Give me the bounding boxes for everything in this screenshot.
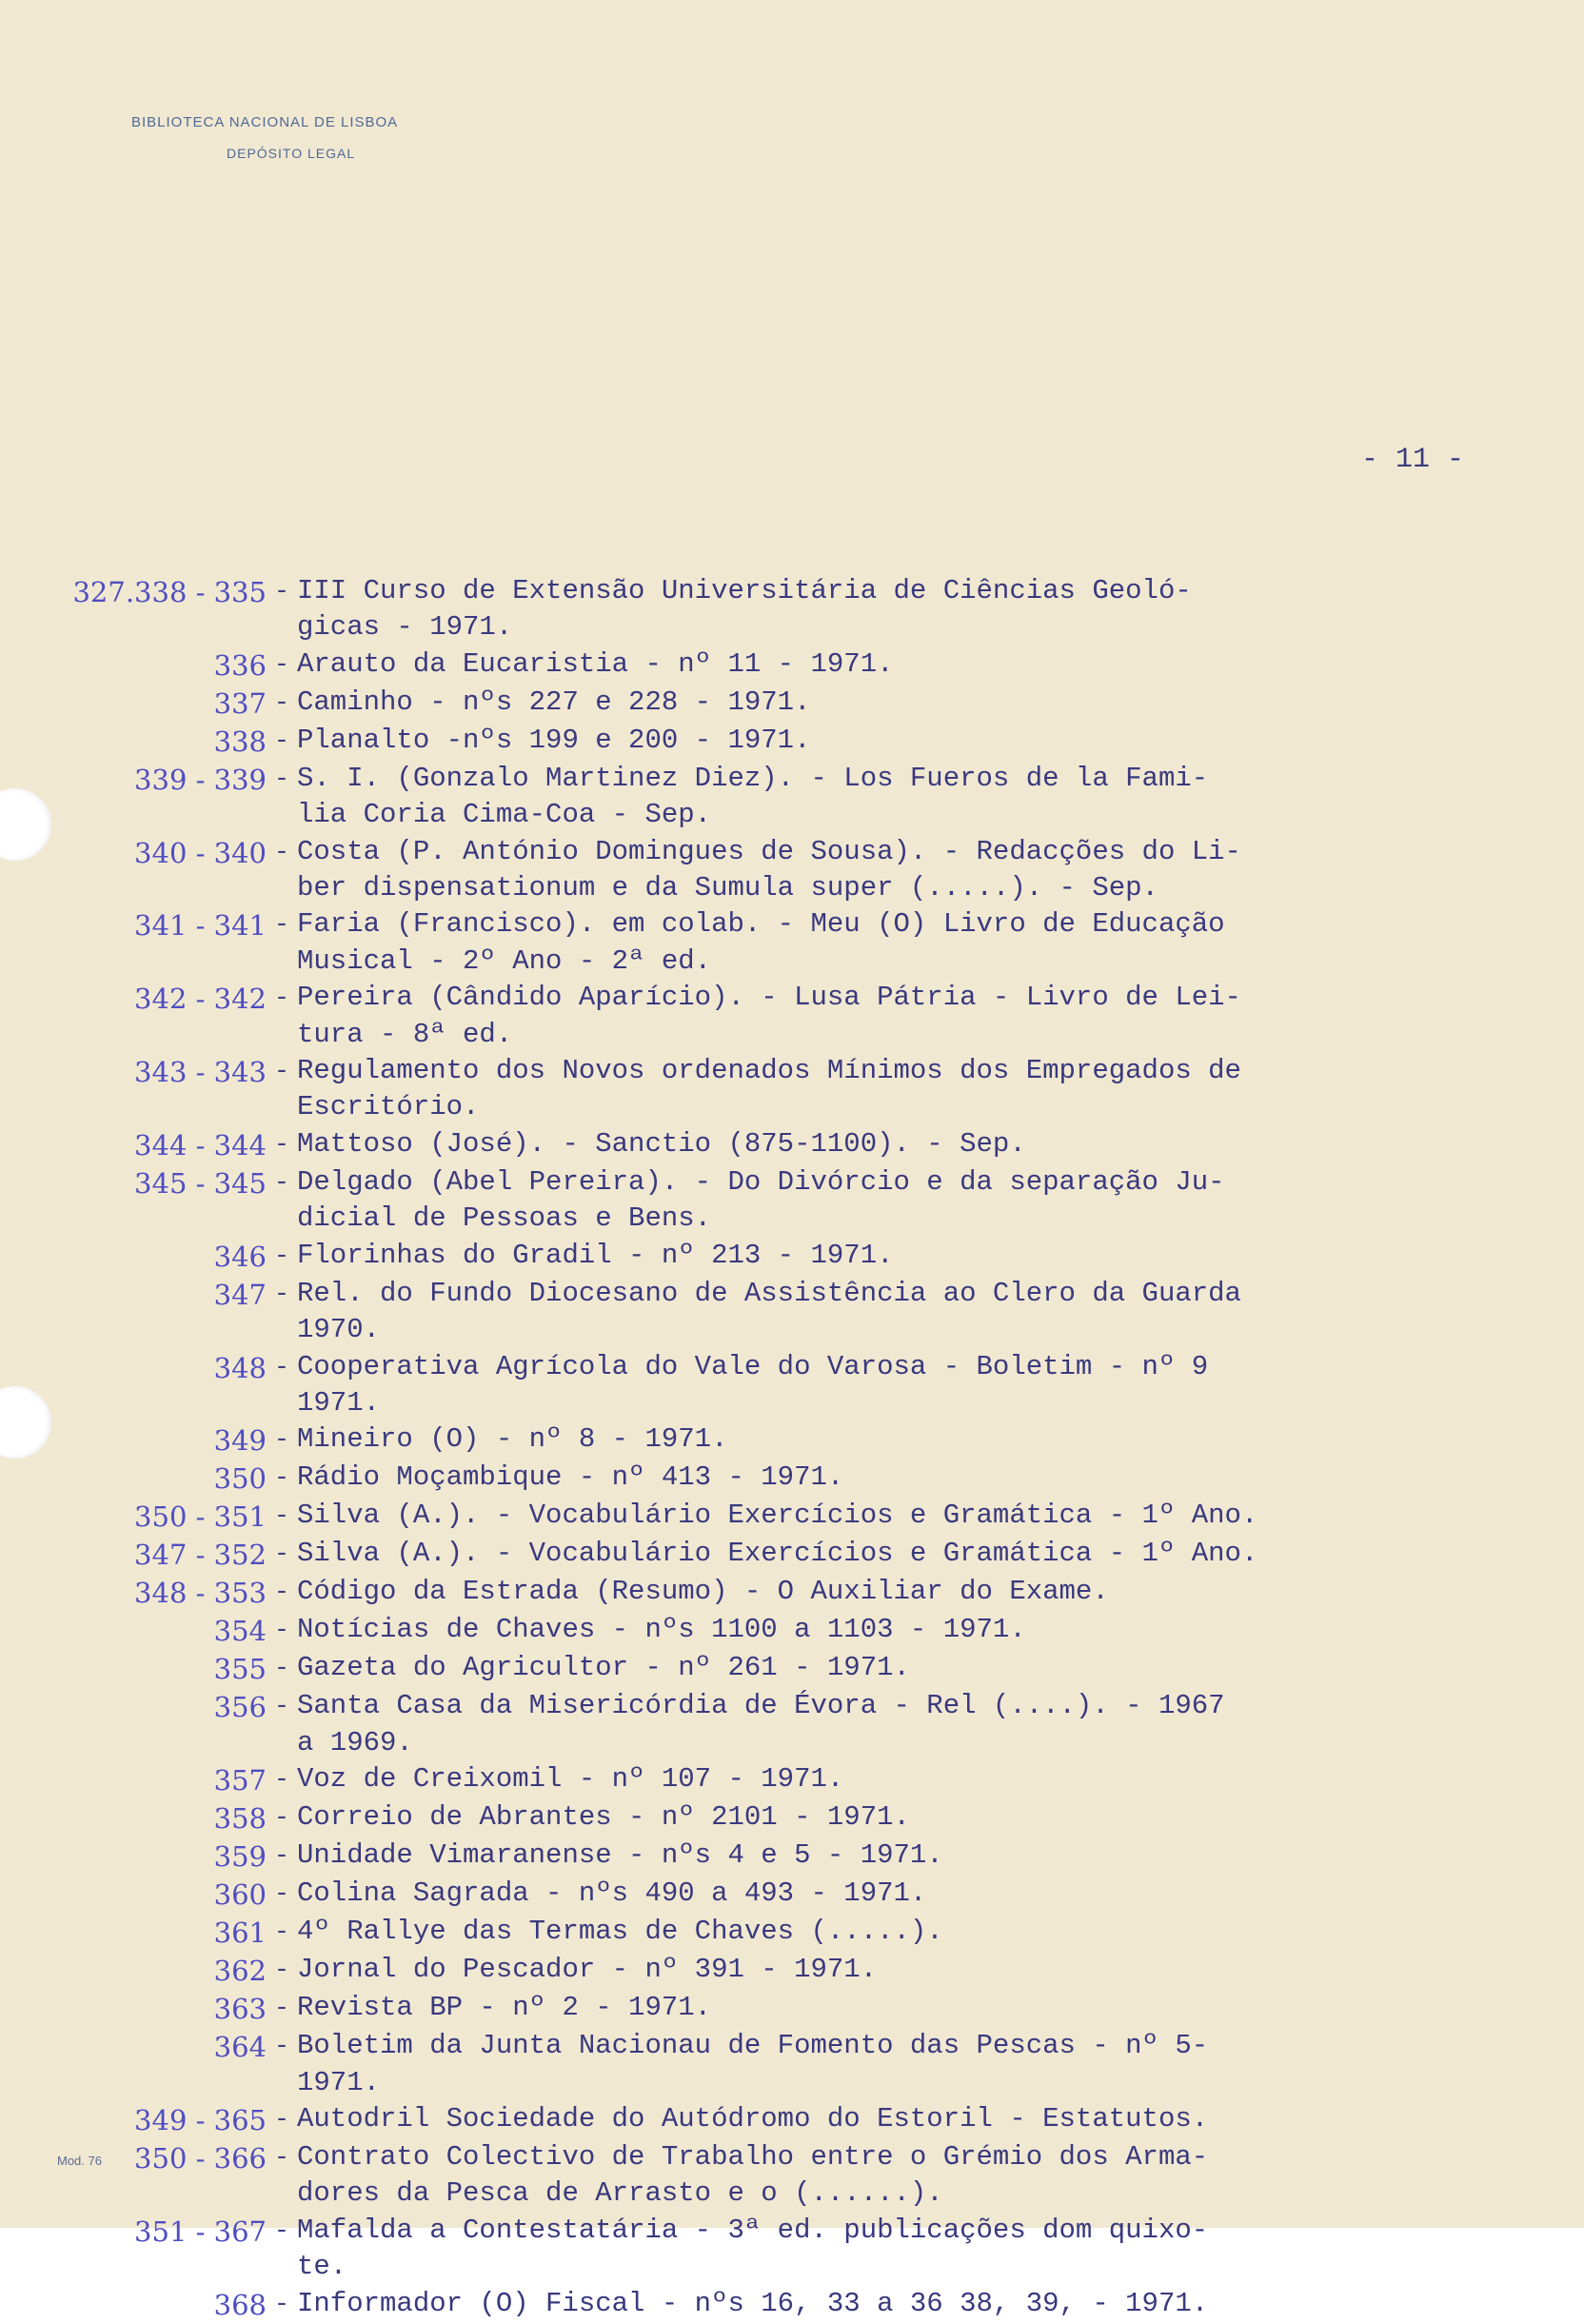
entry-title: Rel. do Fundo Diocesano de Assistência ao Clero da Guarda 1970. — [297, 1277, 1241, 1346]
separator-dash: - — [273, 1842, 290, 1872]
separator-dash: - — [273, 726, 290, 756]
entry-number: 359 — [213, 1840, 267, 1874]
list-item — [0, 980, 1584, 1053]
separator-dash: - — [273, 1464, 290, 1494]
separator-dash: - — [273, 688, 290, 718]
separator-dash: - — [273, 1168, 290, 1198]
separator-dash: - — [273, 1617, 290, 1646]
entry-number: 355 — [213, 1653, 267, 1686]
list-item — [0, 761, 1584, 834]
list-item — [0, 723, 1584, 761]
library-name: BIBLIOTECA NACIONAL DE LISBOA — [131, 114, 399, 130]
entry-title: III Curso de Extensão Universitária de Ciências Geoló- gicas - 1971. — [297, 575, 1192, 644]
entry-title: 4º Rallye das Termas de Chaves (.....). — [297, 1916, 943, 1948]
list-item — [0, 1952, 1584, 1990]
form-code: Mod. 76 — [57, 2154, 102, 2168]
list-item — [0, 1536, 1584, 1574]
entry-title: Informador (O) Fiscal - nºs 16, 33 a 36 38, 39, - 1971. — [297, 2287, 1209, 2319]
separator-dash: - — [273, 1918, 290, 1948]
entry-title: Contrato Colectivo de Trabalho entre o Grémio dos Arma- dores da Pesca de Arrasto e o (......). — [297, 2140, 1209, 2210]
entry-list — [0, 573, 1584, 2324]
entry-number: 327.338 - 335 — [72, 576, 267, 608]
entry-title: Gazeta do Agricultor - nº 261 - 1971. — [297, 1652, 910, 1684]
list-item — [0, 1460, 1584, 1498]
entry-number: 358 — [213, 1802, 267, 1836]
entry-title: Regulamento dos Novos ordenados Mínimos dos Empregados de Escritório. — [297, 1055, 1241, 1123]
entry-title: Boletim da Junta Nacionau de Fomento das Pescas - nº 5- 1971. — [297, 2030, 1209, 2098]
entry-number: 350 — [213, 1462, 267, 1496]
entry-number: 354 — [213, 1615, 267, 1648]
list-item — [0, 834, 1584, 907]
entry-title: Código da Estrada (Resumo) - O Auxiliar do Exame. — [297, 1576, 1109, 1608]
list-item — [0, 906, 1584, 980]
list-item — [0, 685, 1584, 723]
entry-title: Silva (A.). - Vocabulário Exercícios e Gramática - 1º Ano. — [297, 1538, 1258, 1570]
entry-number: 348 - 353 — [134, 1577, 267, 1610]
separator-dash: - — [273, 1058, 290, 1087]
entry-number: 347 - 352 — [134, 1539, 267, 1572]
entry-title: Planalto -nºs 199 e 200 - 1971. — [297, 724, 811, 756]
list-item — [0, 1164, 1584, 1238]
list-item — [0, 1276, 1584, 1349]
list-item — [0, 1238, 1584, 1276]
entry-title: Autodril Sociedade do Autódromo do Estoril - Estatutos. — [297, 2102, 1209, 2135]
separator-dash: - — [273, 1766, 290, 1796]
list-item — [0, 2286, 1584, 2324]
entry-number: 342 - 342 — [134, 983, 267, 1016]
list-item — [0, 1421, 1584, 1460]
separator-dash: - — [273, 1693, 290, 1722]
entry-title: Faria (Francisco). em colab. - Meu (O) Livro de Educação Musical - 2º Ano - 2ª ed. — [297, 908, 1225, 977]
list-item — [0, 1876, 1584, 1914]
page-number: - 11 - — [1361, 444, 1465, 476]
separator-dash: - — [273, 1540, 290, 1570]
entry-number: 350 - 366 — [134, 2141, 267, 2175]
department-name: DEPÓSITO LEGAL — [227, 146, 356, 161]
entry-number: 337 — [213, 686, 267, 720]
entry-number: 338 — [213, 725, 267, 758]
entry-title: Pereira (Cândido Aparício). - Lusa Pátria - Livro de Lei- tura - 8ª ed. — [297, 982, 1241, 1050]
entry-title: Jornal do Pescador - nº 391 - 1971. — [297, 1954, 878, 1986]
separator-dash: - — [273, 1280, 290, 1309]
list-item — [0, 2213, 1584, 2286]
entry-title: Santa Casa da Misericórdia de Évora - Rel (....). - 1967 a 1969. — [297, 1690, 1225, 1758]
separator-dash: - — [273, 2216, 290, 2246]
separator-dash: - — [273, 2033, 290, 2062]
list-item — [0, 1650, 1584, 1688]
entry-number: 340 - 340 — [134, 836, 267, 869]
separator-dash: - — [273, 578, 290, 606]
separator-dash: - — [273, 984, 290, 1014]
entry-number: 346 — [213, 1240, 267, 1273]
separator-dash: - — [273, 1241, 290, 1271]
entry-title: Caminho - nºs 227 e 228 - 1971. — [297, 685, 811, 718]
list-item — [0, 2028, 1584, 2101]
list-item — [0, 2101, 1584, 2139]
entry-number: 349 - 365 — [134, 2103, 267, 2136]
entry-title: Rádio Moçambique - nº 413 - 1971. — [297, 1461, 844, 1494]
separator-dash: - — [273, 911, 290, 941]
entry-title: Arauto da Eucaristia - nº 11 - 1971. — [297, 647, 894, 680]
separator-dash: - — [273, 1880, 290, 1910]
separator-dash: - — [273, 2105, 290, 2135]
entry-title: Voz de Creixomil - nº 107 - 1971. — [297, 1763, 844, 1796]
entry-number: 360 — [213, 1878, 267, 1912]
entry-number: 363 — [213, 1993, 267, 2026]
separator-dash: - — [273, 2290, 290, 2319]
separator-dash: - — [273, 1995, 290, 2024]
entry-number: 347 — [213, 1278, 267, 1311]
separator-dash: - — [273, 1130, 290, 1160]
entry-number: 368 — [213, 2288, 267, 2321]
separator-dash: - — [273, 650, 290, 680]
entry-number: 343 - 343 — [134, 1056, 267, 1089]
entry-number: 336 — [213, 648, 267, 682]
entry-number: 341 - 341 — [134, 909, 267, 943]
entry-number: 345 - 345 — [134, 1166, 267, 1200]
list-item — [0, 1990, 1584, 2028]
separator-dash: - — [273, 1426, 290, 1456]
library-stamp — [131, 114, 398, 161]
list-item — [0, 1837, 1584, 1876]
list-item — [0, 1053, 1584, 1126]
list-item — [0, 1349, 1584, 1422]
list-item — [0, 2139, 1584, 2213]
entry-number: 357 — [213, 1764, 267, 1798]
entry-number: 351 - 367 — [134, 2215, 267, 2248]
entry-title: Notícias de Chaves - nºs 1100 a 1103 - 1971. — [297, 1614, 1026, 1646]
entry-title: Colina Sagrada - nºs 490 a 493 - 1971. — [297, 1877, 927, 1910]
separator-dash: - — [273, 1579, 290, 1608]
separator-dash: - — [273, 1502, 290, 1532]
list-item — [0, 1914, 1584, 1952]
entry-title: Mineiro (O) - nº 8 - 1971. — [297, 1423, 728, 1456]
list-item — [0, 1612, 1584, 1650]
list-item — [0, 1126, 1584, 1164]
entry-title: Mafalda a Contestatária - 3ª ed. publicações dom quixo- te. — [297, 2214, 1209, 2283]
entry-number: 348 — [213, 1351, 267, 1384]
entry-title: Correio de Abrantes - nº 2101 - 1971. — [297, 1801, 910, 1834]
entry-title: Revista BP - nº 2 - 1971. — [297, 1992, 712, 2024]
list-item — [0, 646, 1584, 685]
list-item — [0, 1799, 1584, 1837]
entry-title: S. I. (Gonzalo Martinez Diez). - Los Fueros de la Fami- lia Coria Cima-Coa - Sep. — [297, 762, 1209, 831]
entry-number: 339 - 339 — [134, 763, 267, 796]
entry-title: Silva (A.). - Vocabulário Exercícios e Gramática - 1º Ano. — [297, 1500, 1258, 1532]
entry-title: Delgado (Abel Pereira). - Do Divórcio e da separação Ju- dicial de Pessoas e Bens. — [297, 1165, 1225, 1235]
separator-dash: - — [273, 765, 290, 794]
entry-title: Mattoso (José). - Sanctio (875-1100). - Sep. — [297, 1127, 1026, 1160]
entry-number: 361 — [213, 1917, 267, 1950]
entry-number: 349 — [213, 1424, 267, 1458]
separator-dash: - — [273, 1957, 290, 1986]
list-item — [0, 573, 1584, 646]
entry-title: Cooperativa Agrícola do Vale do Varosa - Boletim - nº 9 1971. — [297, 1350, 1209, 1419]
separator-dash: - — [273, 2143, 290, 2173]
list-item — [0, 1761, 1584, 1799]
entry-title: Unidade Vimaranense - nºs 4 e 5 - 1971. — [297, 1839, 943, 1872]
entry-number: 344 - 344 — [134, 1128, 267, 1162]
entry-number: 356 — [213, 1691, 267, 1724]
entry-number: 350 - 351 — [134, 1500, 267, 1534]
list-item — [0, 1574, 1584, 1612]
separator-dash: - — [273, 838, 290, 867]
separator-dash: - — [273, 1353, 290, 1382]
separator-dash: - — [273, 1655, 290, 1684]
entry-title: Florinhas do Gradil - nº 213 - 1971. — [297, 1239, 894, 1271]
list-item — [0, 1688, 1584, 1761]
separator-dash: - — [273, 1804, 290, 1834]
entry-number: 364 — [213, 2031, 267, 2064]
entry-number: 362 — [213, 1955, 267, 1988]
entry-title: Costa (P. António Domingues de Sousa). - Redacções do Li- ber dispensationum e da Sumula super (.....). - Sep. — [297, 835, 1241, 904]
list-item — [0, 1498, 1584, 1536]
